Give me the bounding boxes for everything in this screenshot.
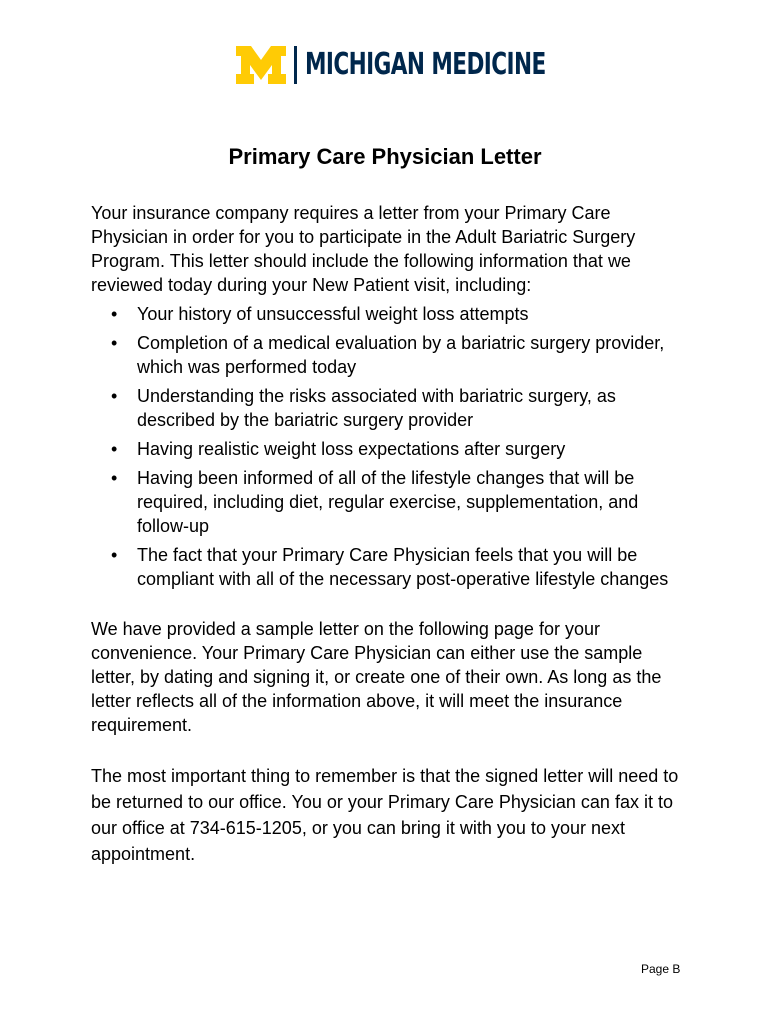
list-item: • Completion of a medical evaluation by a bariatric surgery provider, which was performed today [137, 331, 691, 379]
requirements-list [91, 302, 691, 591]
letter-body [91, 201, 691, 867]
list-item: • Your history of unsuccessful weight loss attempts [137, 302, 691, 326]
michigan-medicine-logo [236, 44, 639, 86]
logo-divider [294, 46, 297, 84]
page-title: Primary Care Physician Letter [228, 144, 542, 169]
block-m-icon [236, 46, 286, 84]
page-number: Page B [641, 962, 681, 976]
list-item: • Having been informed of all of the lifestyle changes that will be required, including diet, regular exercise, supplementation, and follow-up [137, 466, 691, 538]
list-item: • Having realistic weight loss expectations after surgery [137, 437, 691, 461]
list-item: • The fact that your Primary Care Physician feels that you will be compliant with all of the necessary post-operative lifestyle changes [137, 543, 691, 591]
list-item: • Understanding the risks associated with bariatric surgery, as described by the bariatric surgery provider [137, 384, 691, 432]
sample-letter-paragraph: We have provided a sample letter on the following page for your convenience. Your Primary Care Physician can either use the sample letter, by dating and signing it, or create one of their own. As long as the letter reflects all of the information above, it will meet the insurance requirement. [91, 619, 662, 735]
return-instructions-paragraph: The most important thing to remember is that the signed letter will need to be returned to our office. You or your Primary Care Physician can fax it to our office at 734-615-1205, or you can bring it with you to your next appointment. [91, 766, 679, 864]
logo-wordmark: MICHIGAN MEDICINE [305, 47, 546, 82]
intro-paragraph: Your insurance company requires a letter from your Primary Care Physician in order for you to participate in the Adult Bariatric Surgery Program. This letter should include the following information that we reviewed today during your New Patient visit, including: [91, 203, 636, 295]
